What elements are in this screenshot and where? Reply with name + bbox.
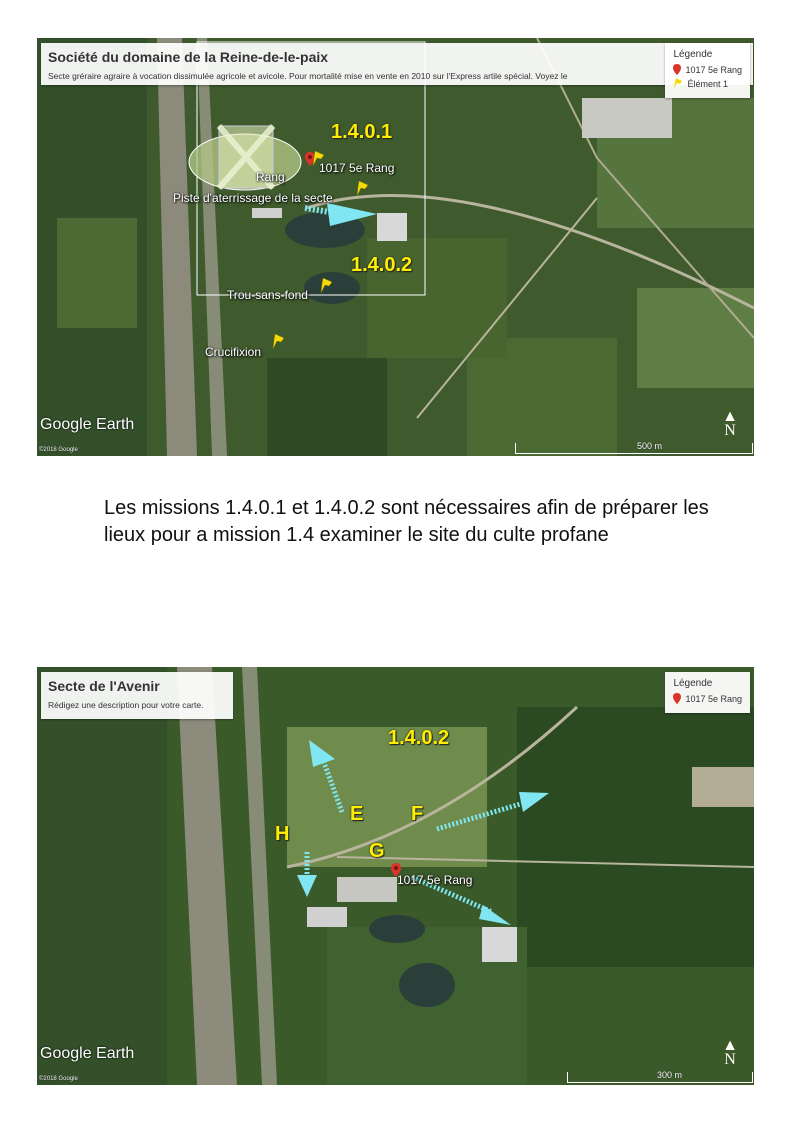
map-overlay [37,38,754,456]
point-label-h: H [275,823,290,845]
mission-label: 1.4.0.2 [351,254,413,276]
red-marker-icon [673,64,681,75]
legend-panel[interactable] [665,672,750,713]
place-label: 1017 5e Rang [319,161,395,175]
legend-item[interactable]: 1017 5e Rang [673,693,742,704]
place-label: 1017 5e Rang [397,873,473,887]
point-label-g: G [369,840,385,862]
legend-item[interactable]: 1017 5e Rang [673,64,742,75]
north-arrow-icon: ▲ N [722,1037,738,1068]
legend-title: Légende [673,678,713,689]
mission-label: 1.4.0.1 [331,121,393,143]
piste-label: Piste d'aterrissage de la secte [173,191,333,205]
scale-bar: 500 m [515,443,753,454]
copyright: ©2018 Google [39,447,78,453]
yellow-pushpin-icon [673,78,683,89]
crucifixion-label: Crucifixion [205,345,262,359]
red-marker-icon [673,693,681,704]
point-label-f: F [411,803,424,825]
google-earth-logo: Google Earth [40,1045,135,1062]
copyright: ©2018 Google [39,1076,78,1082]
legend-item[interactable]: Élément 1 [673,78,742,89]
satellite-map-1[interactable] [37,38,754,456]
map-title: Société du domaine de la Reine-de-le-paix [48,49,329,65]
yellow-pushpin-icon[interactable] [271,334,285,350]
legend-title: Légende [673,49,713,60]
mission-label: 1.4.0.2 [388,727,450,749]
mission-description: Les missions 1.4.0.1 et 1.4.0.2 sont nécessaires afin de préparer les lieux pour a mission 1.4 examiner le site du culte profane [104,497,709,546]
satellite-map-2[interactable] [37,667,754,1085]
map-title-box[interactable] [41,43,753,85]
yellow-pushpin-icon[interactable] [311,151,325,167]
map-description: Secte gréraire agraire à vocation dissimulée agricole et avicole. Pour mortalité mise en vente en 2010 sur l'Express artile spécial. Voyez le [48,71,568,81]
legend-panel[interactable] [665,43,750,98]
scale-bar: 300 m [567,1072,753,1083]
map-description: Rédigez une description pour votre carte. [48,700,204,710]
point-label-e: E [350,803,364,825]
google-earth-logo: Google Earth [40,416,135,433]
north-arrow-icon: ▲ N [722,408,738,439]
map-title-box[interactable] [41,672,233,719]
map-title: Secte de l'Avenir [48,678,160,694]
road-label: Rang [256,170,285,184]
trou-label: Trou-sans-fond [227,288,308,302]
yellow-pushpin-icon[interactable] [319,278,333,294]
yellow-pushpin-icon[interactable] [355,181,369,197]
